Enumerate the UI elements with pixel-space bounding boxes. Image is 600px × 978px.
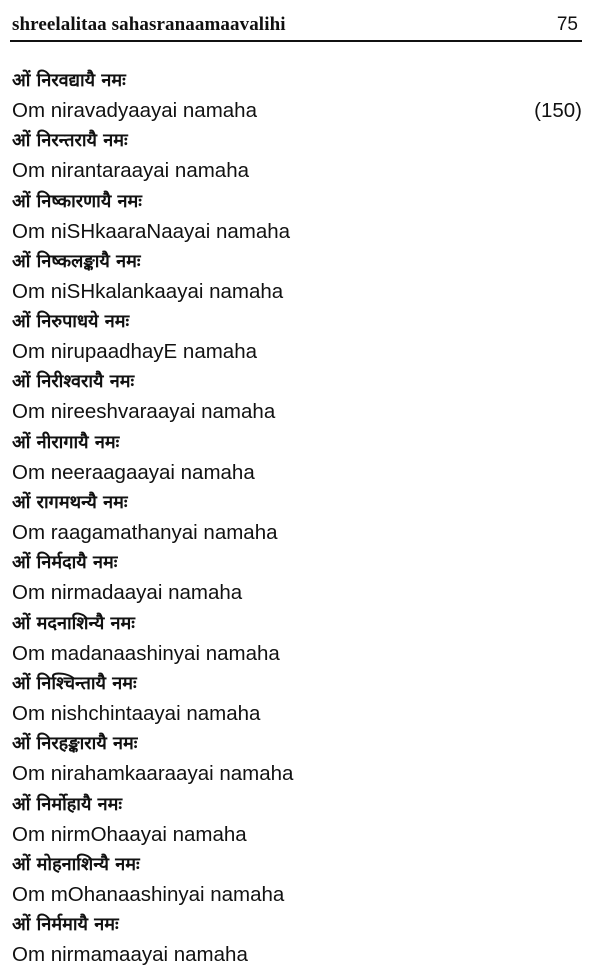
mantra-entry	[12, 669, 582, 729]
transliteration-line: Om neeraagaayai namaha	[12, 460, 255, 484]
mantra-entry	[12, 428, 582, 488]
transliteration-line: Om nirmOhaayai namaha	[12, 822, 247, 846]
devanagari-line: ओं मोहनाशिन्यै नमः	[12, 853, 140, 875]
transliteration-line: Om nirmamaayai namaha	[12, 943, 248, 967]
mantra-entry	[12, 247, 582, 307]
header-title: shreelalitaa sahasranaamaavalihi	[12, 14, 286, 35]
devanagari-line: ओं निश्चिन्तायै नमः	[12, 672, 137, 694]
mantra-entry	[12, 548, 582, 608]
mantra-entry	[12, 609, 582, 669]
transliteration-line: Om mOhanaashinyai namaha	[12, 882, 285, 906]
transliteration-line: Om nirantaraayai namaha	[12, 159, 250, 183]
devanagari-line: ओं निर्मदायै नमः	[12, 552, 118, 574]
mantra-entry	[12, 66, 582, 126]
page-number: 75	[556, 14, 578, 35]
devanagari-line: ओं निरीश्वरायै नमः	[12, 371, 135, 393]
verse-count: (150)	[534, 99, 582, 122]
transliteration-line: Om niSHkalankaayai namaha	[12, 279, 284, 303]
transliteration-line: Om niSHkaaraNaayai namaha	[12, 219, 291, 243]
header-rule	[10, 40, 582, 42]
mantra-entry	[12, 367, 582, 427]
mantra-list	[12, 66, 582, 970]
devanagari-line: ओं निष्कारणायै नमः	[12, 190, 142, 212]
transliteration-line: Om madanaashinyai namaha	[12, 641, 280, 665]
mantra-entry	[12, 187, 582, 247]
mantra-entry	[12, 126, 582, 186]
devanagari-line: ओं निरुपाधये नमः	[12, 311, 130, 333]
devanagari-line: ओं निरहङ्कारायै नमः	[12, 733, 138, 755]
devanagari-line: ओं मदनाशिन्यै नमः	[12, 612, 135, 634]
transliteration-line: Om nishchintaayai namaha	[12, 701, 261, 725]
mantra-entry	[12, 488, 582, 548]
transliteration-line: Om nirahamkaaraayai namaha	[12, 762, 294, 786]
transliteration-line: Om nirupaadhayE namaha	[12, 340, 258, 364]
devanagari-line: ओं निरन्तरायै नमः	[12, 130, 128, 152]
running-header	[12, 8, 578, 42]
mantra-entry	[12, 910, 582, 970]
transliteration-line: Om nirmadaayai namaha	[12, 581, 243, 605]
mantra-entry	[12, 307, 582, 367]
transliteration-line: Om niravadyaayai namaha	[12, 99, 257, 122]
transliteration-line: Om nireeshvaraayai namaha	[12, 400, 276, 424]
mantra-entry	[12, 729, 582, 789]
devanagari-line: ओं निरवद्यायै नमः	[12, 70, 126, 91]
devanagari-line: ओं निर्मोहायै नमः	[12, 793, 123, 815]
mantra-entry	[12, 790, 582, 850]
devanagari-line: ओं रागमथन्यै नमः	[12, 492, 128, 514]
devanagari-line: ओं निष्कलङ्कायै नमः	[12, 250, 141, 272]
mantra-entry	[12, 850, 582, 910]
devanagari-line: ओं निर्ममायै नमः	[12, 914, 119, 936]
transliteration-line: Om raagamathanyai namaha	[12, 521, 278, 545]
devanagari-line: ओं नीरागायै नमः	[12, 431, 120, 453]
